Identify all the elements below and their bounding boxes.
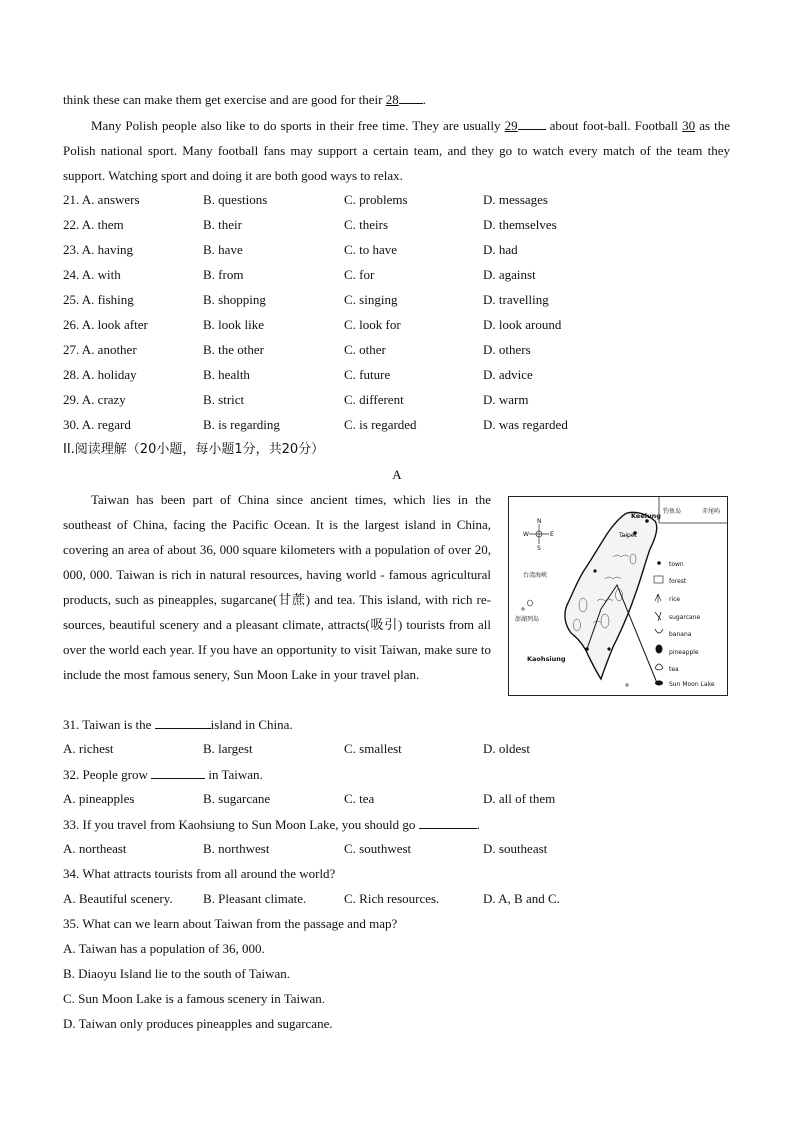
taiwan-map — [508, 496, 728, 696]
cloze-q27-option-c: C. other — [344, 342, 386, 357]
cloze-q22-option-c: C. theirs — [344, 217, 389, 232]
strait-label: 台湾海峡 — [523, 572, 548, 579]
legend-town: town — [669, 561, 684, 568]
cloze-q29-option-a: 29. A. crazy — [63, 392, 126, 407]
cloze-q21-option-a: 21. A. answers — [63, 192, 140, 207]
legend-forest: forest — [669, 578, 687, 585]
q31-stem — [63, 716, 293, 733]
q35-option-a: A. Taiwan has a population of 36, 000. — [63, 941, 265, 956]
map-legend — [654, 561, 715, 688]
cloze-q30-option-a: 30. A. regard — [63, 417, 131, 432]
cloze-q22-option-d: D. themselves — [483, 217, 557, 232]
cloze-q23-option-c: C. to have — [344, 242, 398, 257]
diaoyu-label: 钓鱼岛 — [663, 508, 682, 515]
q33-option-c: C. southwest — [344, 841, 412, 856]
q33-stem — [63, 816, 480, 833]
legend-rice: rice — [669, 596, 681, 603]
cloze-q27-option-d: D. others — [483, 342, 531, 357]
cloze-q24-option-b: B. from — [203, 267, 244, 282]
cloze-line-1 — [63, 92, 426, 108]
cloze-q29-option-c: C. different — [344, 392, 404, 407]
answer-blank — [155, 716, 211, 729]
cloze-q25-option-c: C. singing — [344, 292, 398, 307]
q34-option-b: B. Pleasant climate. — [203, 891, 307, 906]
cloze-q24-option-c: C. for — [344, 267, 375, 282]
q32-option-b: B. sugarcane — [203, 791, 271, 806]
compass-n: N — [537, 518, 542, 525]
cloze-q29-option-b: B. strict — [203, 392, 245, 407]
q33-option-a: A. northeast — [63, 841, 127, 856]
cloze-q24-option-a: 24. A. with — [63, 267, 121, 282]
q34-stem — [63, 866, 335, 882]
q34-option-c: C. Rich resources. — [344, 891, 440, 906]
blank-30: 30 — [682, 118, 696, 133]
cloze-q28-option-d: D. advice — [483, 367, 533, 382]
stem-text: 31. Taiwan is the — [63, 717, 155, 732]
forest-icon — [654, 576, 663, 583]
stem-text: 33. If you travel from Kaohsiung to Sun Moon Lake, you should go — [63, 817, 419, 832]
q31-option-b: B. largest — [203, 741, 253, 756]
legend-tea: tea — [669, 666, 679, 673]
q33-option-d: D. southeast — [483, 841, 548, 856]
pineapple-icon — [656, 645, 663, 654]
cloze-q25-option-d: D. travelling — [483, 292, 549, 307]
rice-icon — [655, 594, 661, 603]
taiwan-island-shape — [565, 512, 657, 679]
q32-option-a: A. pineapples — [63, 791, 135, 806]
blank-28: 28 — [385, 92, 399, 107]
cloze-q28-option-a: 28. A. holiday — [63, 367, 137, 382]
legend-pineapple: pineapple — [669, 649, 699, 656]
cloze-q29-option-d: D. warm — [483, 392, 529, 407]
cloze-q23-option-a: 23. A. having — [63, 242, 134, 257]
chiwei-label: 赤尾屿 — [702, 508, 721, 515]
stem-text: 32. People grow — [63, 767, 152, 782]
legend-sun-moon-lake: Sun Moon Lake — [669, 681, 715, 688]
cloze-q28-option-b: B. health — [203, 367, 250, 382]
q35-option-b: B. Diaoyu Island lie to the south of Taiwan. — [63, 966, 291, 981]
blank-line — [399, 103, 423, 104]
cloze-q27-option-b: B. the other — [203, 342, 265, 357]
cloze-q28-option-c: C. future — [344, 367, 391, 382]
cloze-q22-option-b: B. their — [203, 217, 242, 232]
q31-option-a: A. richest — [63, 741, 114, 756]
cloze-q21-option-d: D. messages — [483, 192, 548, 207]
penghu-label: 澎湖列岛 — [515, 616, 540, 623]
stem-text: 34. What attracts tourists from all around the world? — [63, 866, 336, 881]
cloze-text: about foot-ball. Football — [545, 118, 683, 133]
cloze-q21-option-c: C. problems — [344, 192, 408, 207]
town-icon — [657, 561, 661, 565]
cloze-q26-option-b: B. look like — [203, 317, 265, 332]
cloze-q27-option-a: 27. A. another — [63, 342, 137, 357]
compass-w: W — [523, 531, 529, 538]
stem-text: island in China. — [210, 717, 293, 732]
q35-option-d: D. Taiwan only produces pineapples and sugarcane. — [63, 1016, 333, 1031]
compass-s: S — [537, 545, 541, 552]
taipei-label: Taipei — [619, 532, 637, 539]
answer-blank — [419, 816, 477, 829]
cloze-paragraph-2 — [63, 113, 730, 188]
cloze-q24-option-d: D. against — [483, 267, 536, 282]
compass-icon — [523, 518, 554, 552]
cloze-q21-option-b: B. questions — [203, 192, 268, 207]
q33-option-b: B. northwest — [203, 841, 270, 856]
cloze-q26-option-a: 26. A. look after — [63, 317, 148, 332]
cloze-q25-option-b: B. shopping — [203, 292, 266, 307]
cloze-q30-option-d: D. was regarded — [483, 417, 568, 432]
stem-text: . — [476, 817, 480, 832]
q32-option-d: D. all of them — [483, 791, 556, 806]
cloze-text: think these can make them get exercise and are good for their — [63, 92, 386, 107]
period: . — [422, 92, 426, 107]
q32-option-c: C. tea — [344, 791, 375, 806]
passage-text: Taiwan has been part of China since ancient times, which lies in the southeast of China, facing the Pacific Ocean. It is the largest island in China, covering an area of about 36, 000 square kilometers with a population of over 20, 000, 000. Taiwan is rich in natural resources, having world - famous agricultural products, such as pineapples, sugarcane(甘蔗) and tea. This island, with rich re-sources, beautiful scenery and a pleasant climate, attracts(吸引) tourists from all over the world each year. If you have an opportunity to visit Taiwan, make sure to include the most famous senery, Sun Moon Lake in your travel plan. — [63, 492, 491, 682]
blank-29: 29 — [504, 118, 518, 133]
cloze-q23-option-b: B. have — [203, 242, 243, 257]
keelung-label: Keelung — [631, 512, 661, 520]
passage-label: A — [392, 467, 402, 482]
answer-blank — [151, 766, 205, 779]
cloze-q26-option-d: D. look around — [483, 317, 562, 332]
cloze-q30-option-b: B. is regarding — [203, 417, 280, 432]
cloze-q25-option-a: 25. A. fishing — [63, 292, 134, 307]
tea-icon — [655, 664, 663, 670]
q35-stem: 35. What can we learn about Taiwan from the passage and map? — [63, 916, 398, 931]
map-svg — [509, 497, 727, 695]
q31-option-d: D. oldest — [483, 741, 530, 756]
q32-stem — [63, 766, 263, 783]
legend-sugarcane: sugarcane — [669, 614, 701, 621]
blank-line — [518, 129, 546, 130]
sugarcane-icon — [655, 612, 661, 621]
cloze-q23-option-d: D. had — [483, 242, 518, 257]
cloze-q22-option-a: 22. A. them — [63, 217, 124, 232]
banana-icon — [655, 629, 663, 633]
cloze-q30-option-c: C. is regarded — [344, 417, 417, 432]
legend-banana: banana — [669, 631, 692, 638]
q35-option-c: C. Sun Moon Lake is a famous scenery in Taiwan. — [63, 991, 326, 1006]
cloze-text: Many Polish people also like to do sports in their free time. They are usually — [91, 118, 505, 133]
compass-e: E — [550, 531, 554, 538]
q31-option-c: C. smallest — [344, 741, 402, 756]
section-heading: II.阅读理解（20小题，每小题1分，共20分） — [63, 442, 325, 457]
sun-moon-lake-icon — [655, 681, 663, 686]
cloze-text: as the Polish national sport. Many football fans may support a certain team, and they go to watch every match of the team they support. Watching sport and doing it are both good ways to relax. — [63, 118, 730, 183]
stem-text: in Taiwan. — [205, 767, 263, 782]
cloze-q26-option-c: C. look for — [344, 317, 401, 332]
q34-option-d: D. A, B and C. — [483, 891, 560, 906]
q34-option-a: A. Beautiful scenery. — [63, 891, 173, 906]
kaohsiung-label: Kaohsiung — [527, 655, 566, 663]
